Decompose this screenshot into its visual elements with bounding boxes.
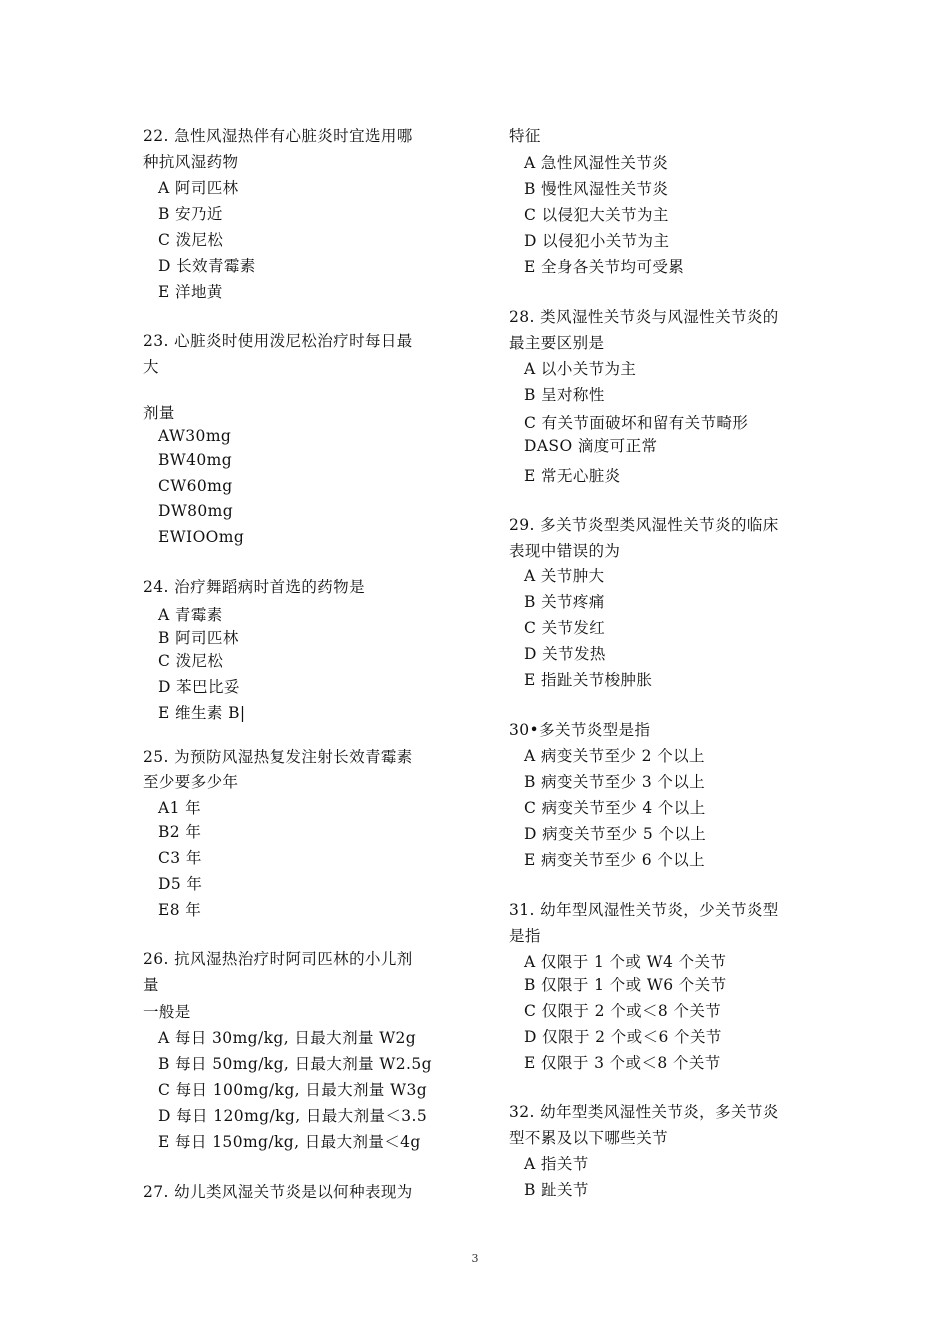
right-column-line: DASO 滴度可正常 xyxy=(524,437,658,455)
left-column-line: D 苯巴比妥 xyxy=(158,678,240,696)
left-column-line: 一般是 xyxy=(143,1003,191,1021)
right-column-line: B 趾关节 xyxy=(524,1181,589,1199)
right-column-line: D 病变关节至少 5 个以上 xyxy=(524,825,707,843)
right-column-line: C 关节发红 xyxy=(524,619,606,637)
right-column-line: B 呈对称性 xyxy=(524,386,605,404)
left-column-line: E 每日 150mg/kg, 日最大剂量＜4g xyxy=(158,1133,421,1151)
right-column-line: B 慢性风湿性关节炎 xyxy=(524,180,669,198)
right-column-line: B 关节疼痛 xyxy=(524,593,605,611)
left-column-line: BW40mg xyxy=(158,451,233,469)
left-column-line: 种抗风湿药物 xyxy=(143,153,239,171)
left-column-line: 25. 为预防风湿热复发注射长效青霉素 xyxy=(143,748,413,766)
left-column-line: A 青霉素 xyxy=(158,606,223,624)
right-column-line: D 仅限于 2 个或＜6 个关节 xyxy=(524,1028,722,1046)
right-column-line: A 指关节 xyxy=(524,1155,589,1173)
left-column-line: D 长效青霉素 xyxy=(158,257,256,275)
left-column-line: 大 xyxy=(143,358,159,376)
left-column-line: 26. 抗风湿热治疗时阿司匹林的小儿剂 xyxy=(143,950,413,968)
right-column-line: 是指 xyxy=(509,927,541,945)
left-column-line: E 维生素 B| xyxy=(158,704,246,722)
left-column-line: E 洋地黄 xyxy=(158,283,223,301)
right-column-line: C 仅限于 2 个或＜8 个关节 xyxy=(524,1002,722,1020)
left-column-line: D5 年 xyxy=(158,875,203,893)
right-column-line: E 仅限于 3 个或＜8 个关节 xyxy=(524,1054,721,1072)
right-column-line: C 以侵犯大关节为主 xyxy=(524,206,669,224)
right-column-line: 32. 幼年型类风湿性关节炎，多关节炎 xyxy=(509,1103,779,1121)
right-column-line: 30•多关节炎型是指 xyxy=(509,721,651,739)
left-column-line: 27. 幼儿类风湿关节炎是以何种表现为 xyxy=(143,1183,413,1201)
left-column-line: B 阿司匹林 xyxy=(158,629,239,647)
left-column-line: AW30mg xyxy=(158,427,232,445)
page-number: 3 xyxy=(471,1252,479,1265)
left-column-line: 23. 心脏炎时使用泼尼松治疗时每日最 xyxy=(143,332,413,350)
left-column-line: A 阿司匹林 xyxy=(158,179,239,197)
left-column-line: A 每日 30mg/kg, 日最大剂量 W2g xyxy=(158,1029,417,1047)
right-column-line: A 仅限于 1 个或 W4 个关节 xyxy=(524,953,727,971)
right-column-line: D 以侵犯小关节为主 xyxy=(524,232,670,250)
left-column-line: 剂量 xyxy=(143,404,175,422)
left-column-line: D 每日 120mg/kg, 日最大剂量＜3.5 xyxy=(158,1107,428,1125)
right-column-line: 31. 幼年型风湿性关节炎，少关节炎型 xyxy=(509,901,779,919)
right-column-line: 29. 多关节炎型类风湿性关节炎的临床 xyxy=(509,516,779,534)
left-column-line: DW80mg xyxy=(158,502,234,520)
right-column-line: 最主要区别是 xyxy=(509,334,605,352)
left-column-line: C 泼尼松 xyxy=(158,652,224,670)
right-column-line: 28. 类风湿性关节炎与风湿性关节炎的 xyxy=(509,308,779,326)
left-column-line: 22. 急性风湿热伴有心脏炎时宜选用哪 xyxy=(143,127,413,145)
left-column-line: 量 xyxy=(143,976,159,994)
left-column-line: B 安乃近 xyxy=(158,205,223,223)
right-column-line: A 急性风湿性关节炎 xyxy=(524,154,669,172)
left-column-line: B2 年 xyxy=(158,823,202,841)
right-column-line: A 以小关节为主 xyxy=(524,360,637,378)
right-column-line: A 关节肿大 xyxy=(524,567,605,585)
right-column-line: 特征 xyxy=(509,127,541,145)
left-column-line: B 每日 50mg/kg, 日最大剂量 W2.5g xyxy=(158,1055,432,1073)
left-column-line: E8 年 xyxy=(158,901,202,919)
right-column-line: A 病变关节至少 2 个以上 xyxy=(524,747,705,765)
left-column-line: C 每日 100mg/kg, 日最大剂量 W3g xyxy=(158,1081,428,1099)
right-column-line: 表现中错误的为 xyxy=(509,542,621,560)
left-column-line: 24. 治疗舞蹈病时首选的药物是 xyxy=(143,578,365,596)
right-column-line: C 有关节面破坏和留有关节畸形 xyxy=(524,414,749,432)
right-column-line: E 病变关节至少 6 个以上 xyxy=(524,851,706,869)
left-column-line: 至少要多少年 xyxy=(143,773,239,791)
right-column-line: E 常无心脏炎 xyxy=(524,467,621,485)
right-column-line: 型不累及以下哪些关节 xyxy=(509,1129,669,1147)
left-column-line: EWIOOmg xyxy=(158,528,245,546)
right-column-line: D 关节发热 xyxy=(524,645,606,663)
right-column-line: E 全身各关节均可受累 xyxy=(524,258,685,276)
right-column-line: B 仅限于 1 个或 W6 个关节 xyxy=(524,976,727,994)
left-column-line: C3 年 xyxy=(158,849,202,867)
left-column-line: C 泼尼松 xyxy=(158,231,224,249)
left-column-line: CW60mg xyxy=(158,477,233,495)
right-column-line: E 指趾关节梭肿胀 xyxy=(524,671,653,689)
right-column-line: B 病变关节至少 3 个以上 xyxy=(524,773,706,791)
right-column-line: C 病变关节至少 4 个以上 xyxy=(524,799,706,817)
left-column-line: A1 年 xyxy=(158,799,202,817)
